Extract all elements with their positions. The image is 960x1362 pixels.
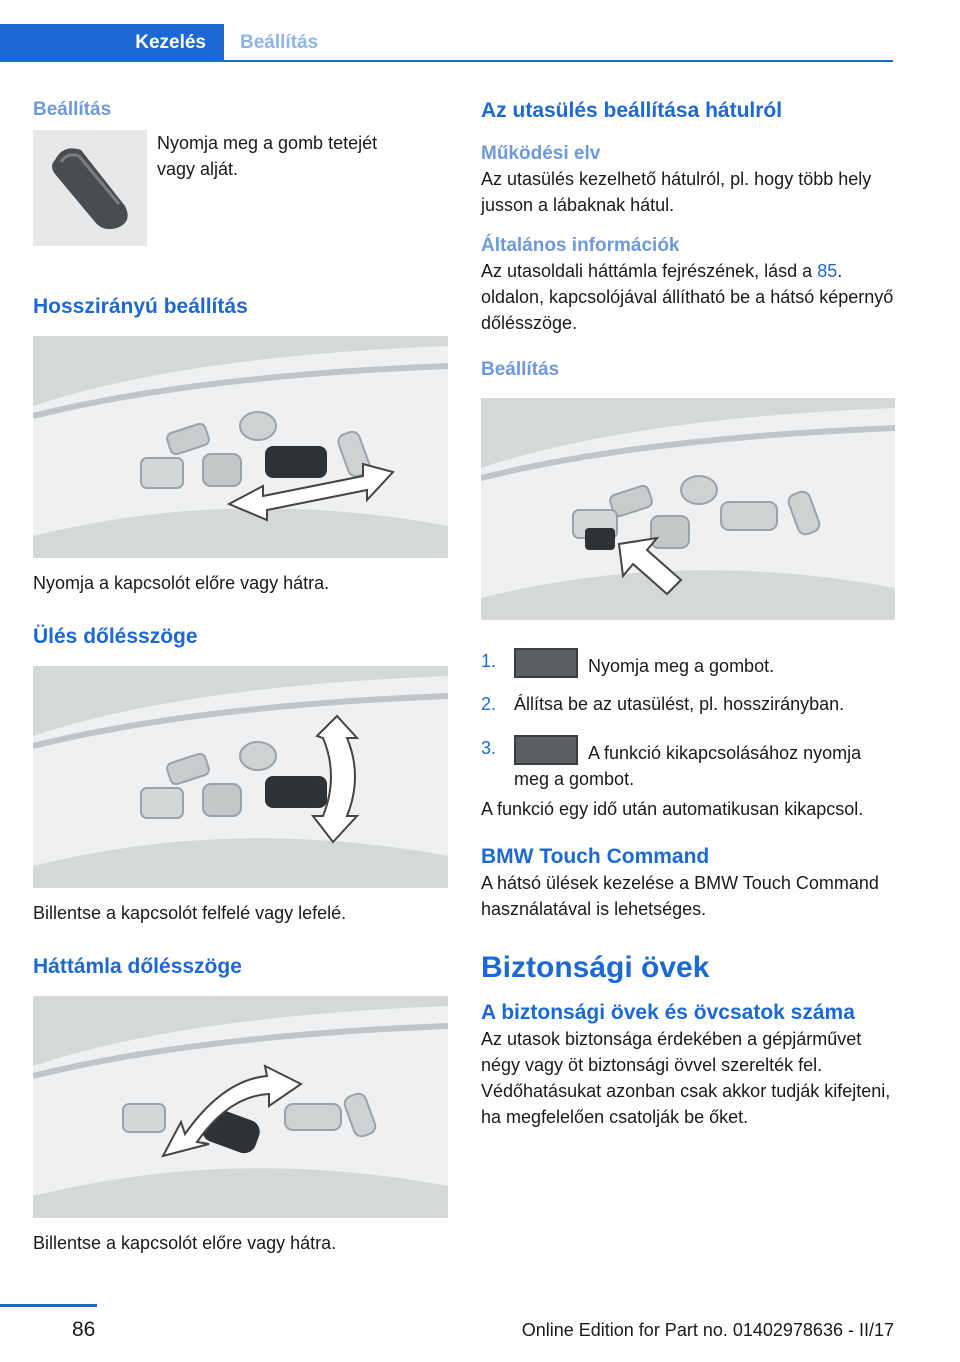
page-number: 86 [72,1318,96,1341]
sec2-heading: Ülés dőlésszöge [33,625,198,648]
seat-control-image-1 [33,336,448,558]
after-steps-text: A funkció egy idő után automatikusan kikapcsol. [481,799,864,819]
belts-title: Biztonsági övek [481,951,710,984]
beallitas-heading: Beállítás [33,99,112,120]
step-number: 2. [481,694,497,714]
header-tabbar [0,24,893,62]
sec3-caption: Billentse a kapcsolót előre vagy hátra. [33,1233,337,1253]
seat-control-image-3 [33,996,448,1218]
list-item [481,691,895,717]
principle-heading: Működési elv [481,143,601,164]
step-text: A funkció kikapcsolásához nyomja meg a gombot. [514,743,862,789]
list-item [481,735,895,792]
step-number: 3. [481,738,497,758]
setting-heading: Beállítás [481,359,560,380]
touch-heading: BMW Touch Command [481,845,710,868]
left-column [33,98,448,1256]
general-text-before: Az utasoldali háttámla fejrészének, lásd a [481,261,818,281]
step-text: Állítsa be az utasülést, pl. hosszirányban. [514,694,845,714]
general-heading: Általános információk [481,235,680,256]
sec1-caption: Nyomja a kapcsolót előre vagy hátra. [33,573,330,593]
tab-beallitas[interactable]: Beállítás [240,32,319,53]
sec3-heading: Háttámla dőlésszöge [33,955,242,978]
step-text: Nyomja meg a gombot. [588,656,775,676]
beallitas-text: Nyomja meg a gomb tetejét vagy alját. [157,133,378,179]
belts-subheading: A biztonsági övek és övcsatok száma [481,1001,855,1024]
step-number: 1. [481,651,497,671]
footer-edition: Online Edition for Part no. 01402978636 - II/17 [521,1320,894,1340]
sec1-heading: Hosszirányú beállítás [33,295,248,318]
general-text [481,258,895,336]
principle-text: Az utasülés kezelhető hátulról, pl. hogy több hely jusson a lábaknak hátul. [481,169,872,215]
right-column [481,98,895,1130]
belts-text: Az utasok biztonsága érdekében a gépjárművet négy vagy öt biztonsági övvel szerelték fel. Védőhatásukat azonban csak akkor tudják kifejteni, ha megfelelően csatolják be őket. [481,1029,891,1127]
right-title: Az utasülés beállítása hátulról [481,99,783,122]
page-link-85[interactable]: 85 [817,261,838,281]
sec2-caption: Billentse a kapcsolót felfelé vagy lefelé. [33,903,347,923]
list-item [481,648,895,679]
seat-control-image-2 [33,666,448,888]
seat-button-icon [514,735,578,765]
touch-text: A hátsó ülések kezelése a BMW Touch Command használatával is lehetséges. [481,873,879,919]
general-text-after: . oldalon, kapcsolójával állítható be a hátsó képernyő dőlésszöge. [481,261,894,333]
steps-list [481,648,895,792]
rear-seat-control-image [481,398,895,620]
footer-rule [0,1304,97,1307]
seat-button-icon [514,648,578,678]
button-image [33,130,147,246]
button-row [33,130,448,270]
tab-kezeles[interactable]: Kezelés [0,24,224,62]
